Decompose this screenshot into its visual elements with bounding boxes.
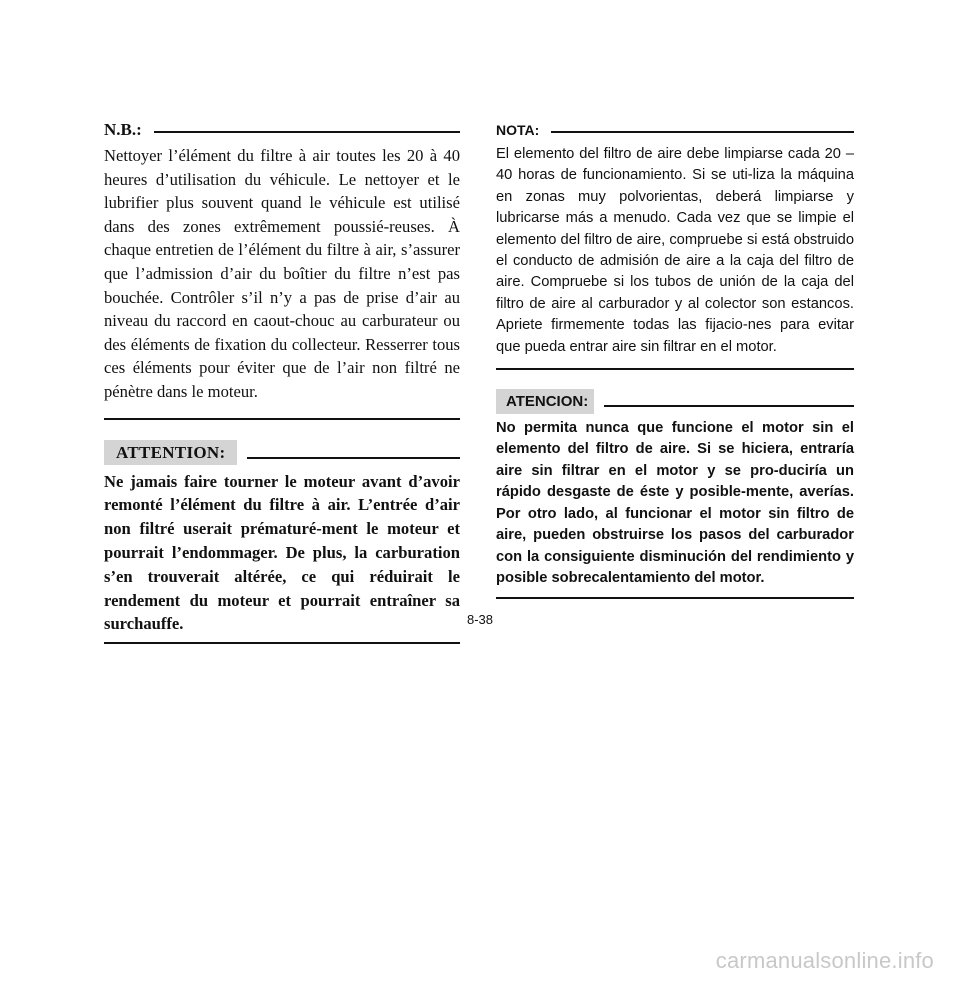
note-label-es: NOTA:	[496, 122, 540, 138]
note-end-rule-es	[496, 368, 854, 370]
note-text-fr: Nettoyer l’élément du filtre à air toutes les 20 à 40 heures d’utilisation du véhicule. Le nettoyer et le lubrifier plus souvent quand le véhicule est utilisé dans des zones extrêmement poussié-reuses. À chaque entretien de l’élément du filtre à air, s’assurer que l’admission d’air du boîtier du filtre n’est pas bouchée. Contrôler s’il n’y a pas de prise d’air au niveau du raccord en caout-chouc au carburateur ou des éléments de fixation du collecteur. Resserrer tous ces éléments pour éviter que de l’air non filtré ne pénètre dans le moteur.	[104, 146, 460, 401]
warning-header-fr	[104, 438, 460, 468]
warning-header-es	[496, 386, 854, 416]
warning-end-rule-es	[496, 597, 854, 599]
note-rule-fr	[154, 131, 460, 133]
note-text-es: El elemento del filtro de aire debe limpiarse cada 20 – 40 horas de funcionamiento. Si se uti-liza la máquina en zonas muy polvorientas, deberá limpiarse y lubricarse más a menudo. Cada vez que se limpie el elemento del filtro de aire, compruebe si está obstruido el conducto de admisión de aire a la caja del filtro de aire. Compruebe si los tubos de unión de la caja del filtro de aire al carburador y al colector son estancos. Apriete firmemente todas las fijacio-nes para evitar que pueda entrar aire sin filtrar en el motor.	[496, 146, 854, 355]
warning-label-es: ATENCION:	[496, 389, 594, 414]
note-header-fr	[104, 118, 460, 142]
warning-text-es: No permita nunca que funcione el motor sin el elemento del filtro de aire. Si se hiciera, entraría aire sin filtrar en el motor y se pro-duciría un rápido desgaste de éste y posible-mente, averías. Por otro lado, al funcionar el motor sin filtro de aire, pueden obstruirse los pasos del carburador con la consiguiente disminución del rendimiento y posible sobrecalentamiento del motor.	[496, 420, 854, 586]
watermark: carmanualsonline.info	[715, 948, 934, 973]
warning-rule-es	[604, 405, 854, 407]
warning-label-fr: ATTENTION:	[104, 440, 237, 465]
warning-text-fr: Ne jamais faire tourner le moteur avant d’avoir remonté l’élément du filtre à air. L’entrée d’air non filtré userait prématuré-ment le moteur et pourrait l’endommager. De plus, la carburation s’en trouverait altérée, ce qui réduirait le rendement du moteur et pourrait entraîner sa surchauffe.	[104, 471, 460, 634]
warning-rule-fr	[247, 457, 460, 459]
page-number: 8-38	[466, 612, 494, 627]
note-label-fr: N.B.:	[104, 120, 142, 139]
french-column	[104, 118, 460, 644]
spanish-column	[496, 118, 854, 599]
note-rule-es	[551, 131, 854, 133]
note-header-es	[496, 118, 854, 142]
note-end-rule-fr	[104, 418, 460, 420]
warning-end-rule-fr	[104, 642, 460, 644]
